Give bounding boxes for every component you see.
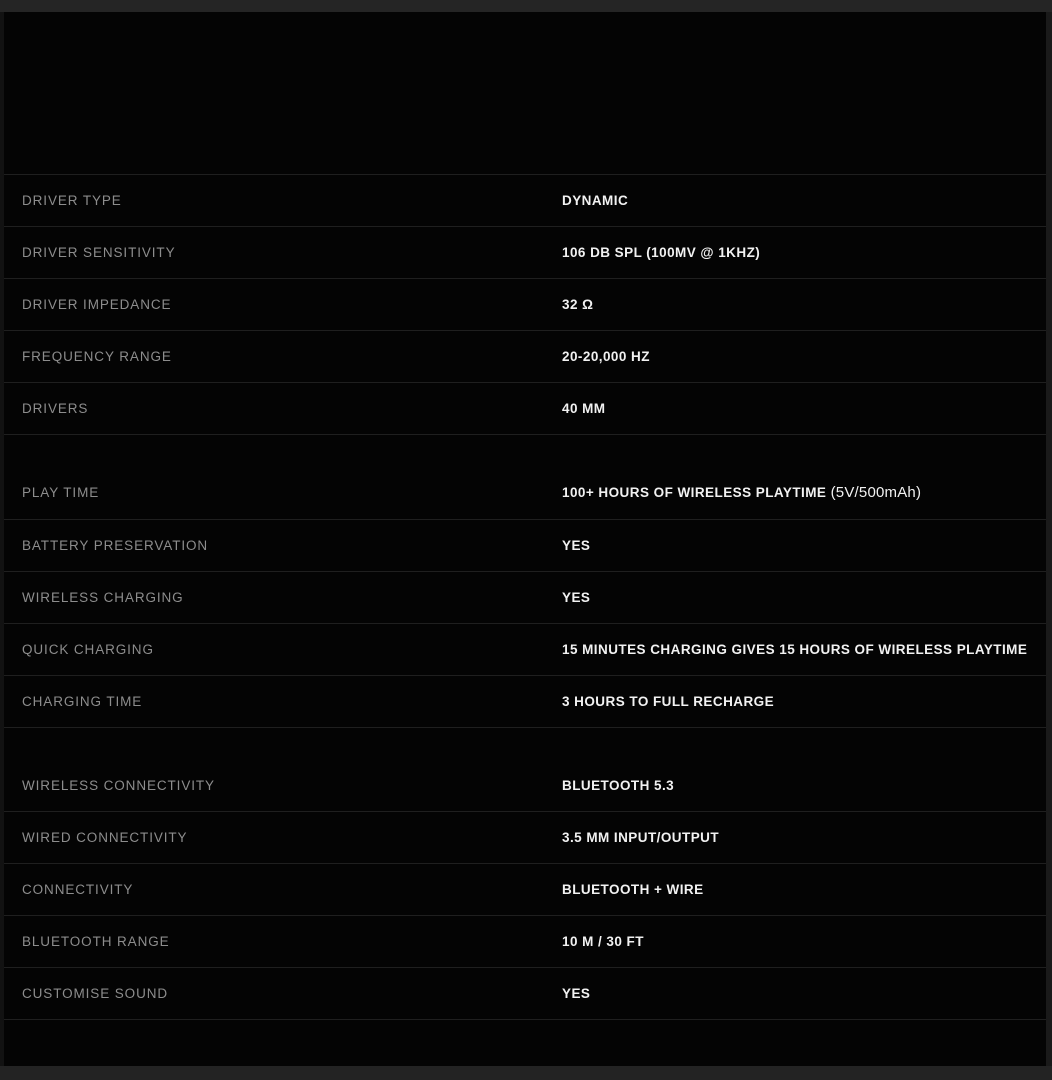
spec-value: BLUETOOTH + WIRE — [562, 864, 1046, 916]
table-row — [4, 675, 1046, 727]
table-row — [4, 227, 1046, 279]
spec-value — [562, 467, 1046, 519]
spec-label: CUSTOMISE SOUND — [4, 968, 562, 1020]
table-row — [4, 279, 1046, 331]
spec-label: WIRED CONNECTIVITY — [4, 812, 562, 864]
table-row — [4, 968, 1046, 1020]
spec-value: 20-20,000 HZ — [562, 331, 1046, 383]
table-row — [4, 383, 1046, 435]
spec-value: 32 Ω — [562, 279, 1046, 331]
spec-value: DYNAMIC — [562, 175, 1046, 227]
spec-label: BATTERY PRESERVATION — [4, 519, 562, 571]
spec-value: 106 DB SPL (100MV @ 1KHZ) — [562, 227, 1046, 279]
spec-label: DRIVER SENSITIVITY — [4, 227, 562, 279]
spec-sheet-content — [4, 12, 1046, 1066]
table-row — [4, 331, 1046, 383]
spec-value: 40 MM — [562, 383, 1046, 435]
table-row — [4, 812, 1046, 864]
header-spacer — [4, 12, 1046, 174]
table-row — [4, 916, 1046, 968]
group-separator — [4, 727, 1046, 760]
spec-value: YES — [562, 968, 1046, 1020]
table-row — [4, 519, 1046, 571]
spec-value: 3 HOURS TO FULL RECHARGE — [562, 675, 1046, 727]
spec-label: WIRELESS CONNECTIVITY — [4, 760, 562, 812]
specifications-table — [4, 174, 1046, 1020]
spec-value: 3.5 MM INPUT/OUTPUT — [562, 812, 1046, 864]
spec-label: DRIVER TYPE — [4, 175, 562, 227]
table-row — [4, 623, 1046, 675]
window-top-chrome — [0, 0, 1052, 12]
spec-label: WIRELESS CHARGING — [4, 571, 562, 623]
spec-value: YES — [562, 571, 1046, 623]
spec-label: DRIVERS — [4, 383, 562, 435]
spec-value-main: 100+ HOURS OF WIRELESS PLAYTIME — [562, 485, 827, 501]
window-bottom-chrome — [0, 1066, 1052, 1080]
table-row — [4, 175, 1046, 227]
spec-label: CHARGING TIME — [4, 675, 562, 727]
spec-label: QUICK CHARGING — [4, 623, 562, 675]
table-row — [4, 760, 1046, 812]
spec-value: YES — [562, 519, 1046, 571]
table-row — [4, 864, 1046, 916]
spec-label: BLUETOOTH RANGE — [4, 916, 562, 968]
spec-label: DRIVER IMPEDANCE — [4, 279, 562, 331]
spec-label: CONNECTIVITY — [4, 864, 562, 916]
window-right-edge — [1046, 12, 1052, 1066]
spec-label: FREQUENCY RANGE — [4, 331, 562, 383]
spec-value: BLUETOOTH 5.3 — [562, 760, 1046, 812]
table-row — [4, 571, 1046, 623]
spec-value: 15 MINUTES CHARGING GIVES 15 HOURS OF WIRELESS PLAYTIME — [562, 623, 1046, 675]
spec-value: 10 M / 30 FT — [562, 916, 1046, 968]
spec-label: PLAY TIME — [4, 467, 562, 519]
table-row — [4, 467, 1046, 519]
spec-value-suffix: (5V/500mAh) — [830, 484, 922, 502]
group-separator — [4, 435, 1046, 468]
